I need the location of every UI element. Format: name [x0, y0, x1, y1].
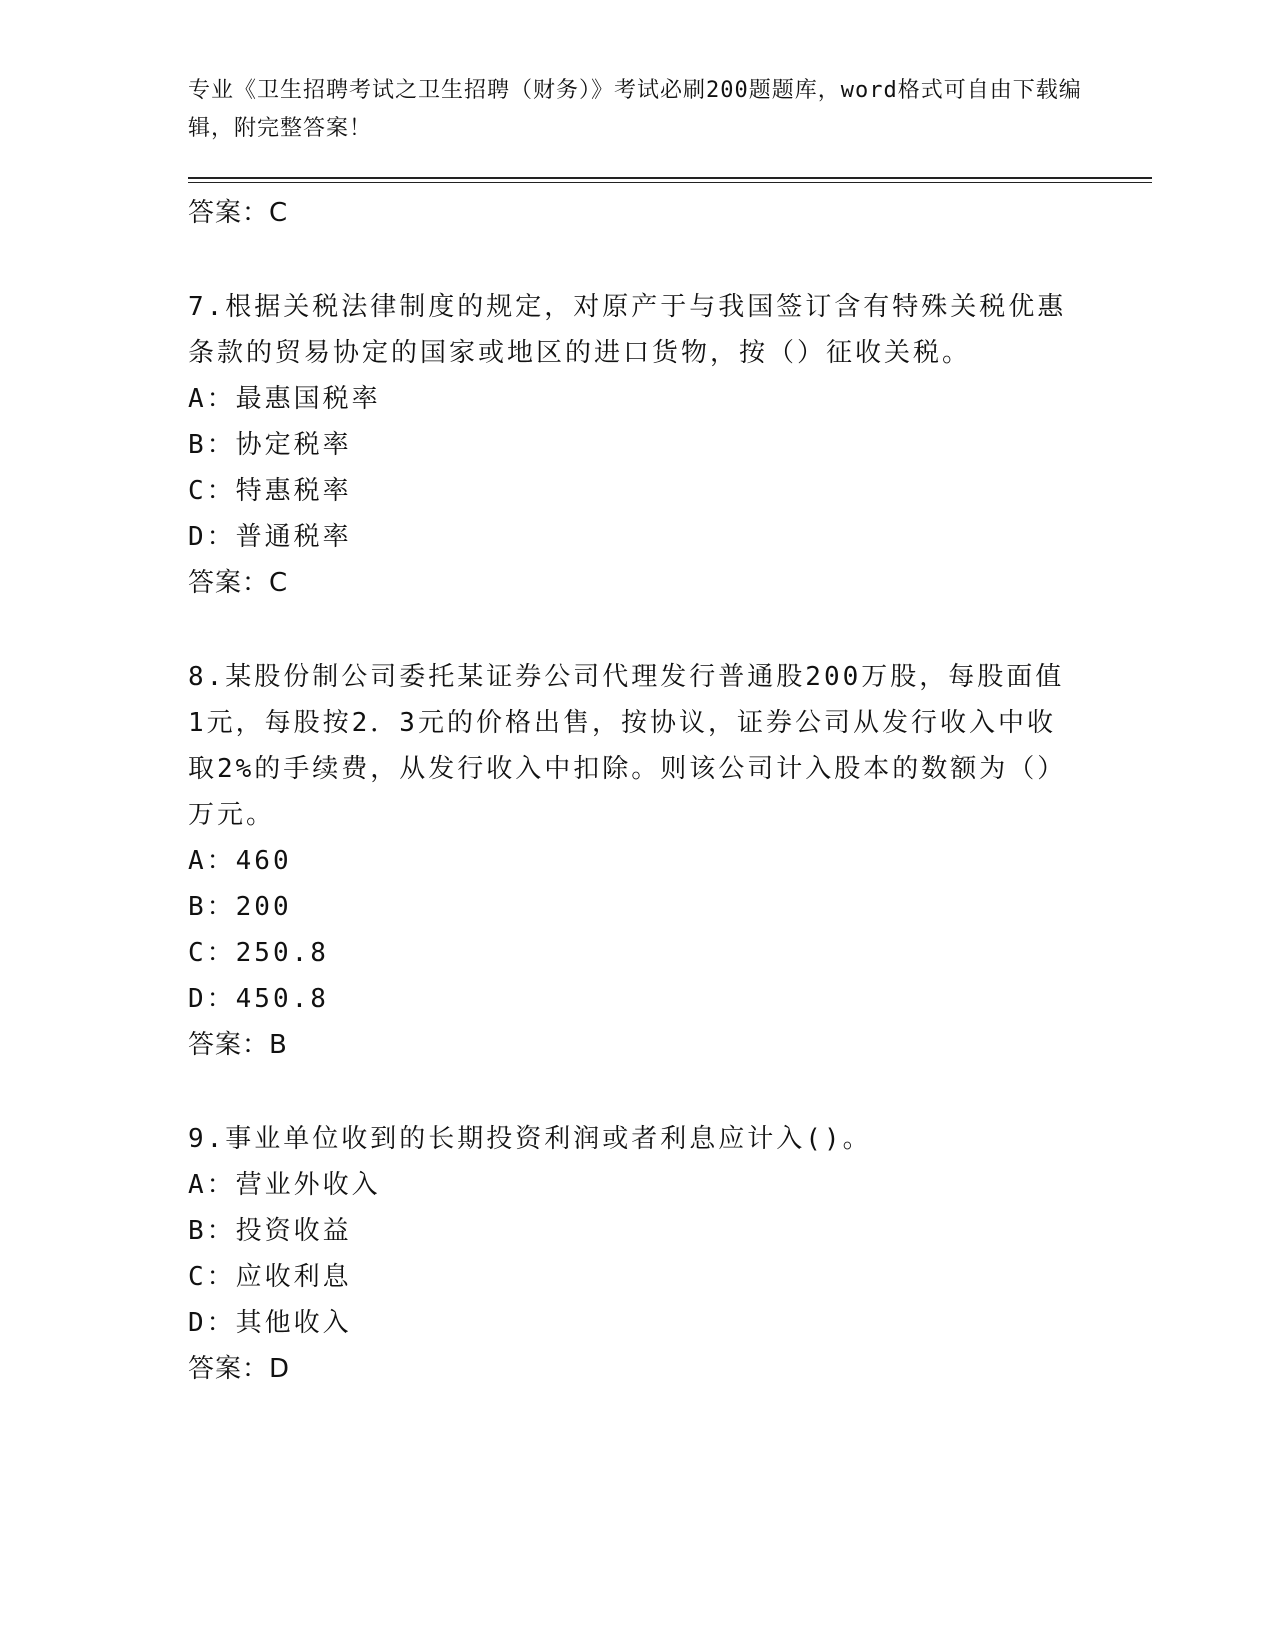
option-c: C：250.8: [188, 938, 329, 968]
option-c: C：特惠税率: [188, 476, 352, 506]
spacer: [188, 236, 1088, 284]
spacer: [188, 1068, 1088, 1116]
previous-answer: 答案：C: [188, 198, 289, 228]
option-b: B：协定税率: [188, 430, 352, 460]
option-a: A：460: [188, 846, 292, 876]
question-stem: 8.某股份制公司委托某证券公司代理发行普通股200万股，每股面值1元，每股按2．3元的价格出售，按协议，证券公司从发行收入中收取2%的手续费，从发行收入中扣除。则该公司计入股本的数额为（）万元。: [188, 662, 1067, 830]
option-c: C：应收利息: [188, 1262, 352, 1292]
question-stem: 9.事业单位收到的长期投资利润或者利息应计入()。: [188, 1124, 872, 1154]
option-b: B：投资收益: [188, 1216, 352, 1246]
option-d: D：其他收入: [188, 1308, 352, 1338]
option-a: A：营业外收入: [188, 1170, 381, 1200]
option-b: B：200: [188, 892, 292, 922]
option-a: A：最惠国税率: [188, 384, 381, 414]
header-divider-thin: [188, 182, 1152, 183]
question-answer: 答案：B: [188, 1030, 288, 1060]
question-answer: 答案：D: [188, 1354, 291, 1384]
question-8: [188, 654, 1088, 1068]
question-9: [188, 1116, 1088, 1392]
spacer: [188, 606, 1088, 654]
header-divider-thick: [188, 177, 1152, 179]
question-stem: 7.根据关税法律制度的规定，对原产于与我国签订含有特殊关税优惠条款的贸易协定的国家或地区的进口货物，按（）征收关税。: [188, 292, 1067, 368]
option-d: D：普通税率: [188, 522, 352, 552]
question-7: [188, 284, 1088, 606]
document-header: 专业《卫生招聘考试之卫生招聘（财务）》考试必刷200题题库，word格式可自由下载编辑，附完整答案！: [188, 78, 1082, 141]
question-answer: 答案：C: [188, 568, 289, 598]
question-list: [188, 190, 1088, 1392]
option-d: D：450.8: [188, 984, 329, 1014]
